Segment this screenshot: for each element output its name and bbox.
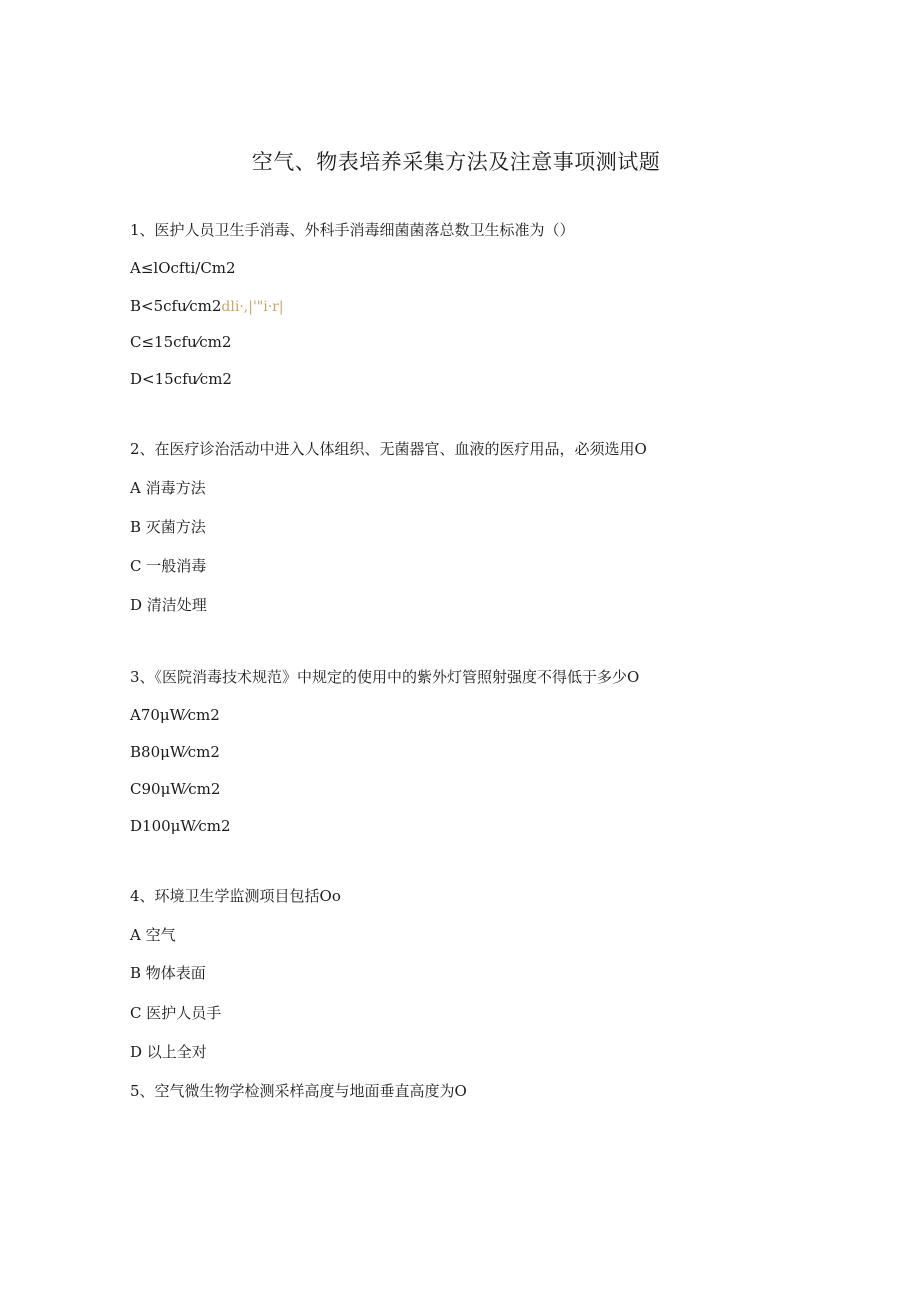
question-3-option-b: B80μW⁄cm2 (130, 743, 220, 761)
question-4-option-d: D 以上全对 (130, 1043, 207, 1061)
question-4-option-b: B 物体表面 (130, 964, 206, 982)
question-4-option-a: A 空气 (130, 926, 176, 944)
question-1-option-b (130, 296, 284, 317)
question-3-option-a: A70μW⁄cm2 (130, 706, 220, 724)
question-5-text: 5、空气微生物学检测采样高度与地面垂直高度为O (130, 1082, 467, 1100)
question-3-option-c: C90μW⁄cm2 (130, 780, 221, 798)
question-2-option-a: A 消毒方法 (130, 479, 206, 497)
question-2-option-d: D 清洁处理 (130, 596, 207, 614)
question-1-option-a: A≤lOcfti/Cm2 (130, 259, 236, 277)
question-1-text: 1、医护人员卫生手消毒、外科手消毒细菌菌落总数卫生标准为（） (130, 221, 575, 239)
question-4-option-c: C 医护人员手 (130, 1004, 222, 1022)
question-2-option-c: C 一般消毒 (130, 557, 207, 575)
question-4-text: 4、环境卫生学监测项目包括Oo (130, 887, 341, 905)
question-2-option-b: B 灭菌方法 (130, 518, 206, 536)
question-1-option-d: D<15cfu⁄cm2 (130, 370, 232, 388)
question-1-option-c: C≤15cfu⁄cm2 (130, 333, 232, 351)
scan-artifact-text: dli·,|'"i·r| (221, 299, 284, 315)
question-3-option-d: D100μW⁄cm2 (130, 817, 231, 835)
question-1-option-b-text: B<5cfu⁄cm2 (130, 297, 222, 315)
page-title: 空气、物表培养采集方法及注意事项测试题 (251, 150, 661, 174)
question-2-text: 2、在医疗诊治活动中进入人体组织、无菌器官、血液的医疗用品，必须选用O (130, 440, 647, 458)
question-3-text: 3、《医院消毒技术规范》中规定的使用中的紫外灯管照射强度不得低于多少O (130, 668, 640, 686)
